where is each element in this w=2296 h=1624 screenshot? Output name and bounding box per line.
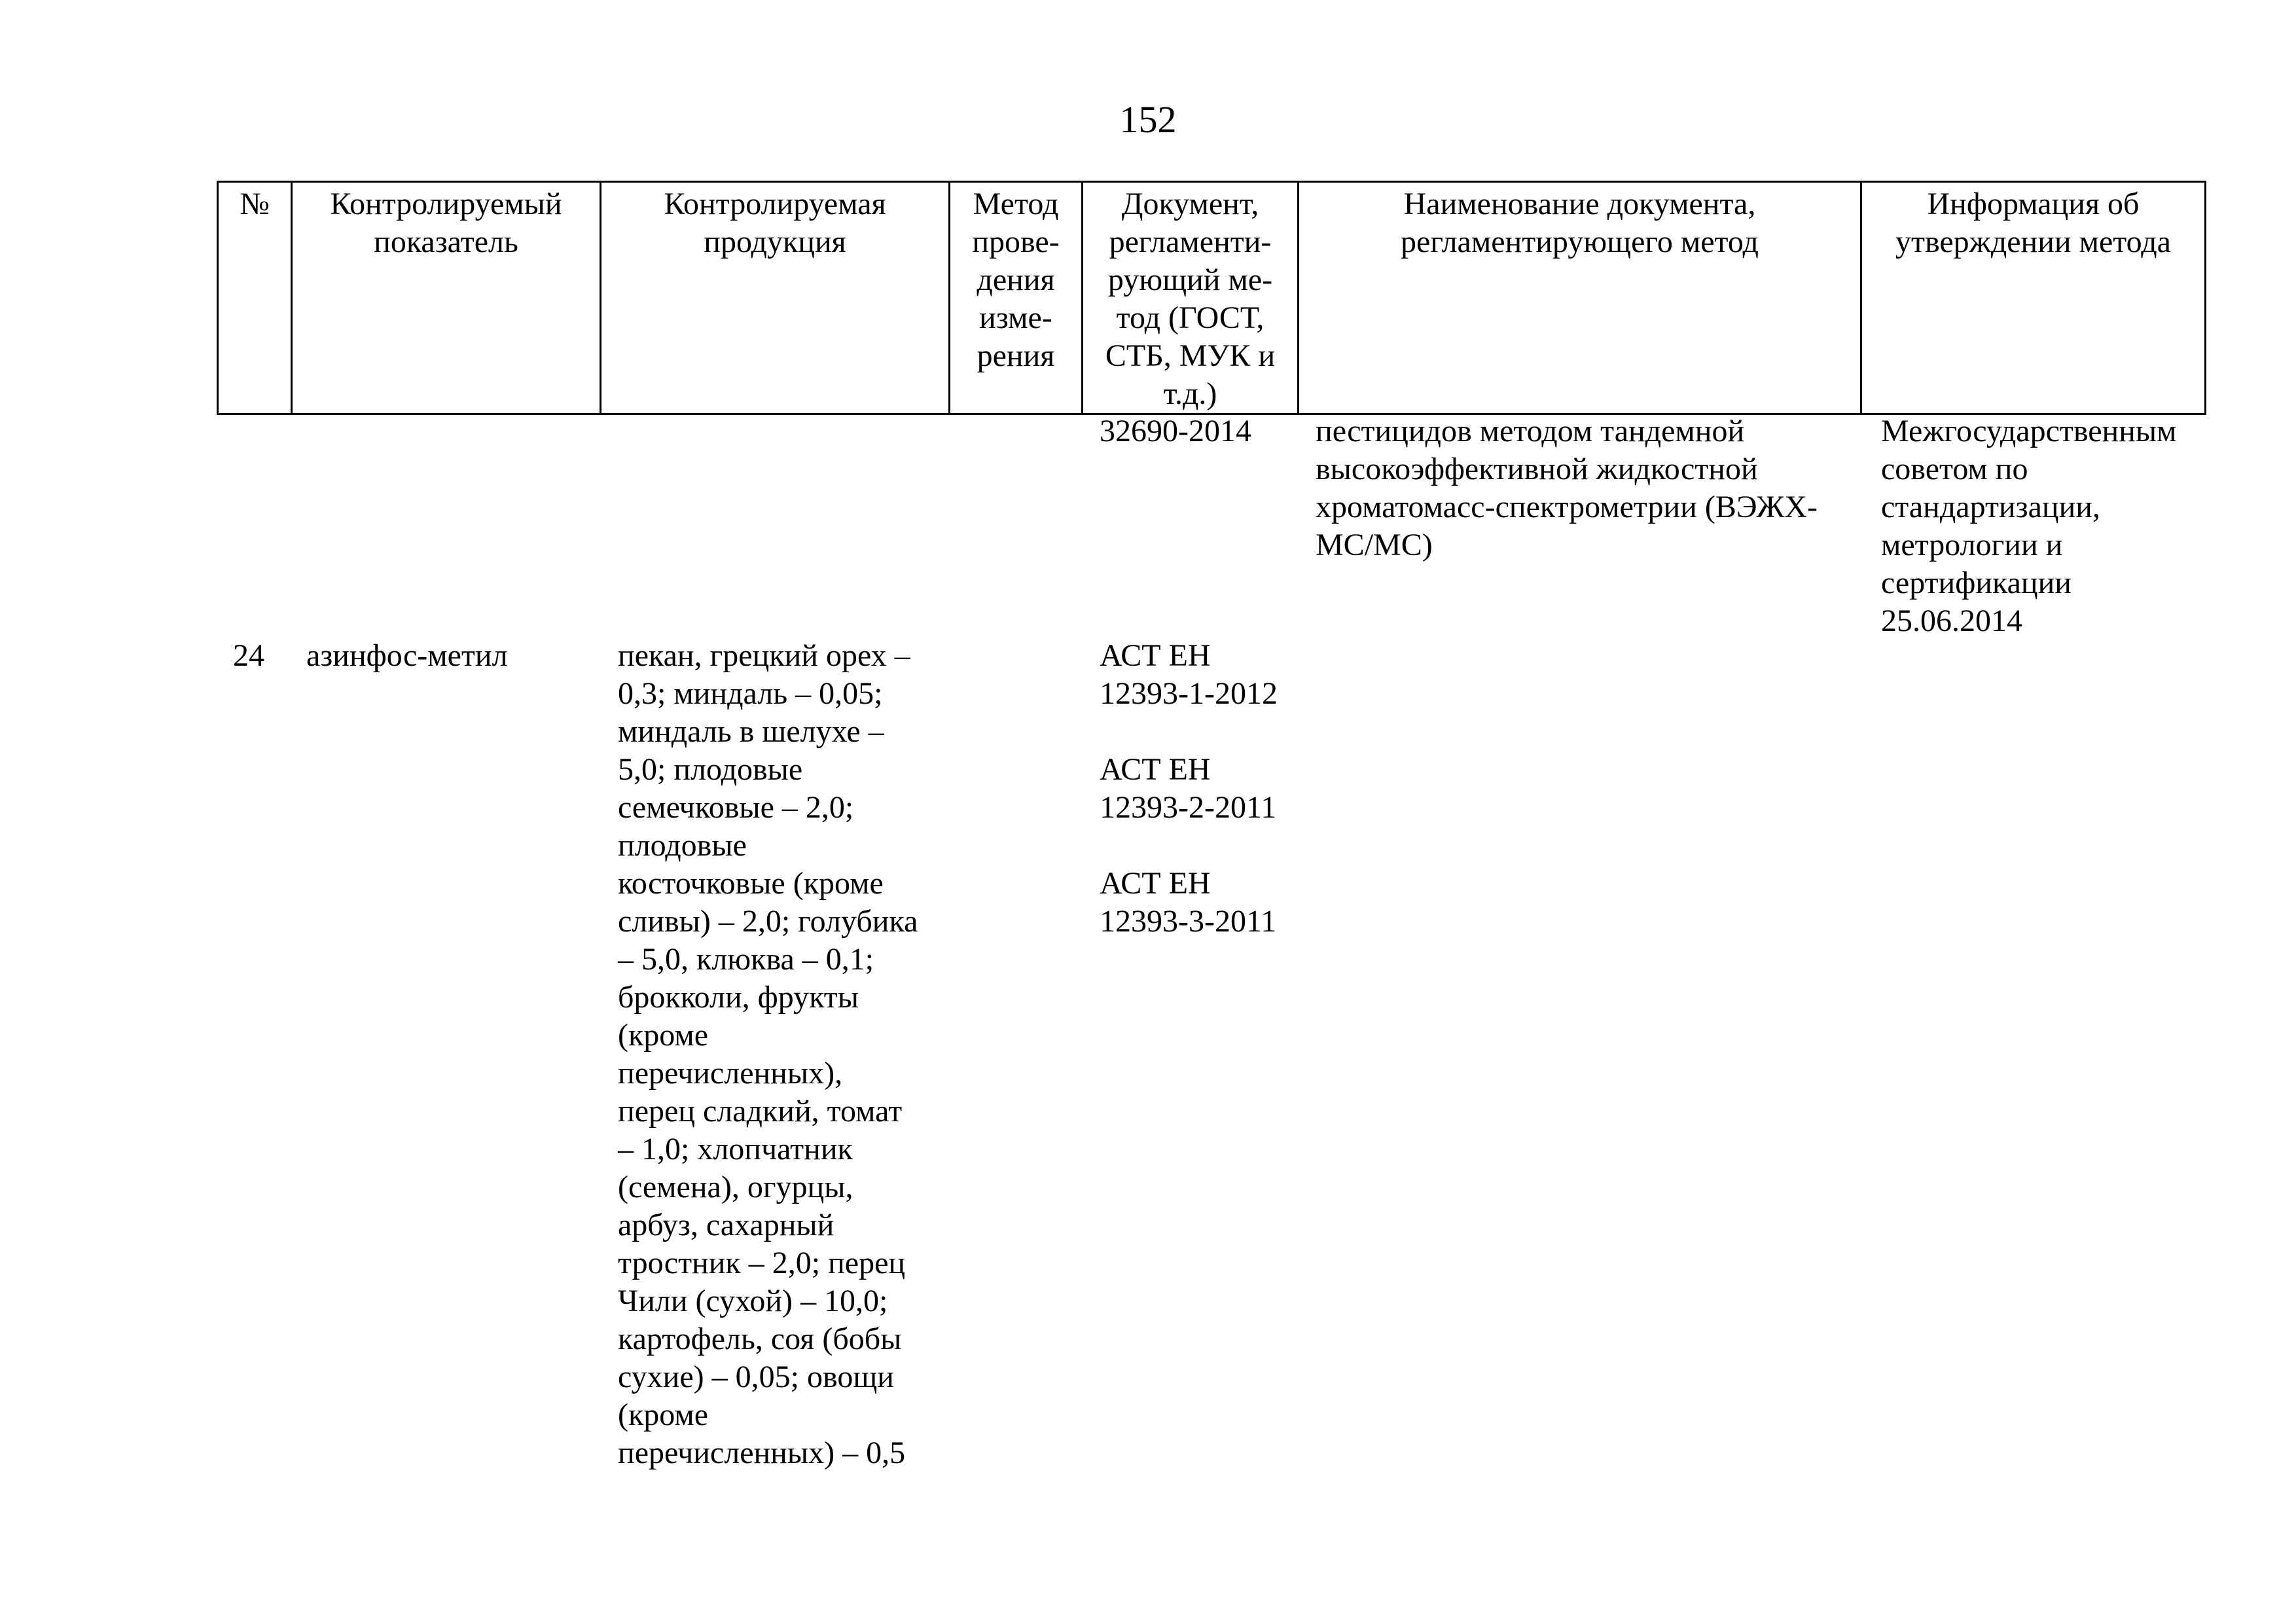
- continuation-document: 32690-2014: [1100, 414, 1251, 448]
- header-product: Контролируемая продукция: [601, 182, 950, 414]
- page-number: 152: [1119, 98, 1177, 141]
- row-24-documents: АСТ ЕН 12393-1-2012 АСТ ЕН 12393-2-2011 АСТ ЕН 12393-3-2011: [1100, 638, 1278, 939]
- header-document-name: Наименование документа, регламентирующего метод: [1299, 182, 1861, 414]
- continuation-approval-info: Межгосударственным советом по стандартизации, метрологии и сертификации 25.06.2014: [1881, 414, 2177, 638]
- header-document: Документ, регламенти- рующий ме- тод (ГОСТ, СТБ, МУК и т.д.): [1083, 182, 1299, 414]
- continuation-document-name: пестицидов методом тандемной высокоэффективной жидкостной хроматомасс-спектрометрии (ВЭЖХ- МС/МС): [1316, 414, 1818, 562]
- header-row: [218, 182, 2206, 414]
- header-indicator: Контролируемый показатель: [292, 182, 601, 414]
- table-header: [217, 181, 2206, 415]
- header-method: Метод прове- дения изме- рения: [950, 182, 1083, 414]
- row-24-number: 24: [233, 638, 264, 673]
- header-approval-info: Информация об утверждении метода: [1861, 182, 2206, 414]
- row-24-product: пекан, грецкий орех – 0,3; миндаль – 0,05; миндаль в шелухе – 5,0; плодовые семечковые – 2,0; плодовые косточковые (кроме сливы) – 2,0; голубика – 5,0, клюква – 0,1; брокколи, фрукты (кроме перечисленных), перец сладкий, томат – 1,0; хлопчатник (семена), огурцы, арбуз, сахарный тростник – 2,0; перец Чили (сухой) – 10,0; картофель, соя (бобы сухие) – 0,05; овощи (кроме перечисленных) – 0,5: [618, 638, 918, 1470]
- header-number: №: [218, 182, 292, 414]
- row-24-indicator: азинфос-метил: [306, 638, 508, 673]
